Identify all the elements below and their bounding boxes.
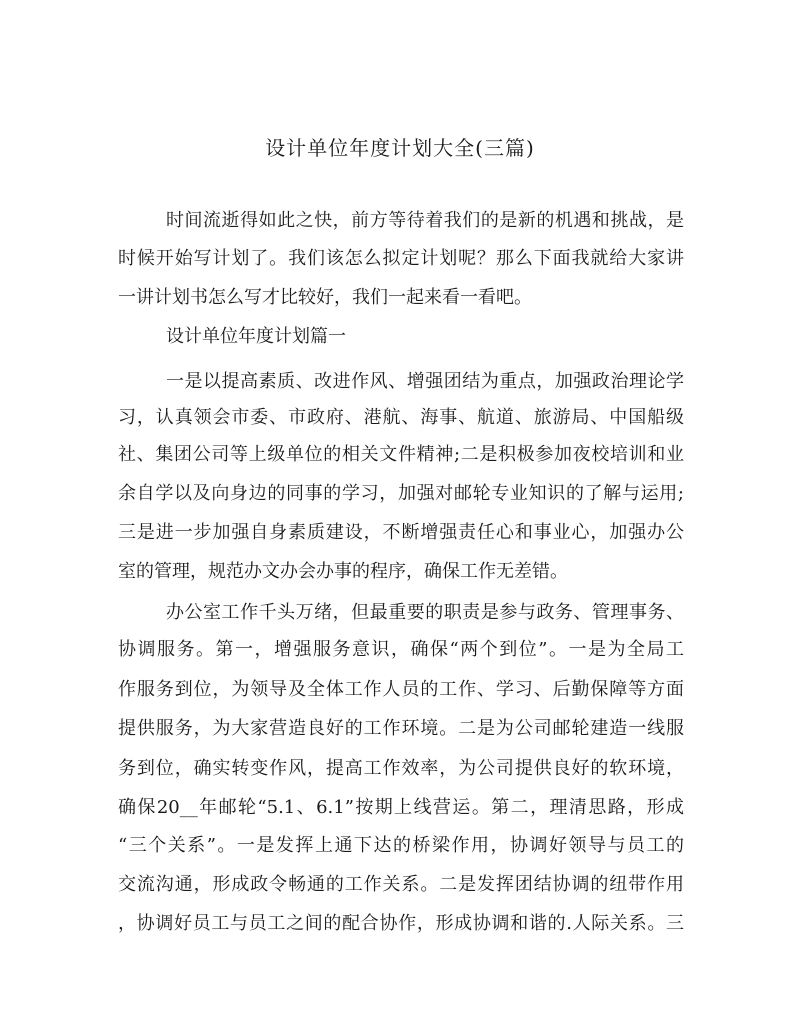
paragraph-line: 作服务到位，为领导及全体工作人员的工作、学习、后勤保障等方面 [118, 679, 684, 700]
paragraph-line: 时间流逝得如此之快，前方等待着我们的是新的机遇和挑战，是 [166, 210, 684, 231]
paragraph-line: 协调服务。第一，增强服务意识，确保“两个到位”。一是为全局工 [118, 639, 684, 660]
paragraph-line: 时候开始写计划了。我们该怎么拟定计划呢？那么下面我就给大家讲 [118, 248, 684, 269]
paragraph-line: ，协调好员工与员工之间的配合协作，形成协调和谐的.人际关系。三 [118, 913, 684, 934]
paragraph-line: 余自学以及向身边的同事的学习，加强对邮轮专业知识的了解与运用; [118, 483, 684, 504]
paragraph-line: 提供服务，为大家营造良好的工作环境。二是为公司邮轮建造一线服 [118, 718, 684, 739]
paragraph-line: 务到位，确实转变作风，提高工作效率，为公司提供良好的软环境， [118, 758, 684, 779]
paragraph-line: 三是进一步加强自身素质建设，不断增强责任心和事业心，加强办公 [118, 522, 684, 543]
paragraph-line: 室的管理，规范办文办会办事的程序，确保工作无差错。 [118, 561, 568, 582]
paragraph-line: 交流沟通，形成政令畅通的工作关系。二是发挥团结协调的纽带作用 [118, 874, 684, 895]
paragraph-line: 一讲计划书怎么写才比较好，我们一起来看一看吧。 [118, 287, 532, 308]
paragraph-line: 办公室工作千头万绪，但最重要的职责是参与政务、管理事务、 [166, 602, 684, 623]
paragraph-line: 习，认真领会市委、市政府、港航、海事、航道、旅游局、中国船级 [118, 407, 684, 428]
paragraph-line: 社、集团公司等上级单位的相关文件精神;二是积极参加夜校培训和业 [118, 444, 684, 465]
paragraph-line: 一是以提高素质、改进作风、增强团结为重点，加强政治理论学 [166, 371, 684, 392]
document-title: 设计单位年度计划大全(三篇) [265, 136, 535, 160]
paragraph-line: 确保20__年邮轮“5.1、6.1”按期上线营运。第二，理清思路，形成 [118, 797, 684, 818]
paragraph-line: “三个关系”。一是发挥上通下达的桥梁作用，协调好领导与员工的 [118, 835, 684, 856]
section-heading: 设计单位年度计划篇一 [166, 326, 346, 347]
